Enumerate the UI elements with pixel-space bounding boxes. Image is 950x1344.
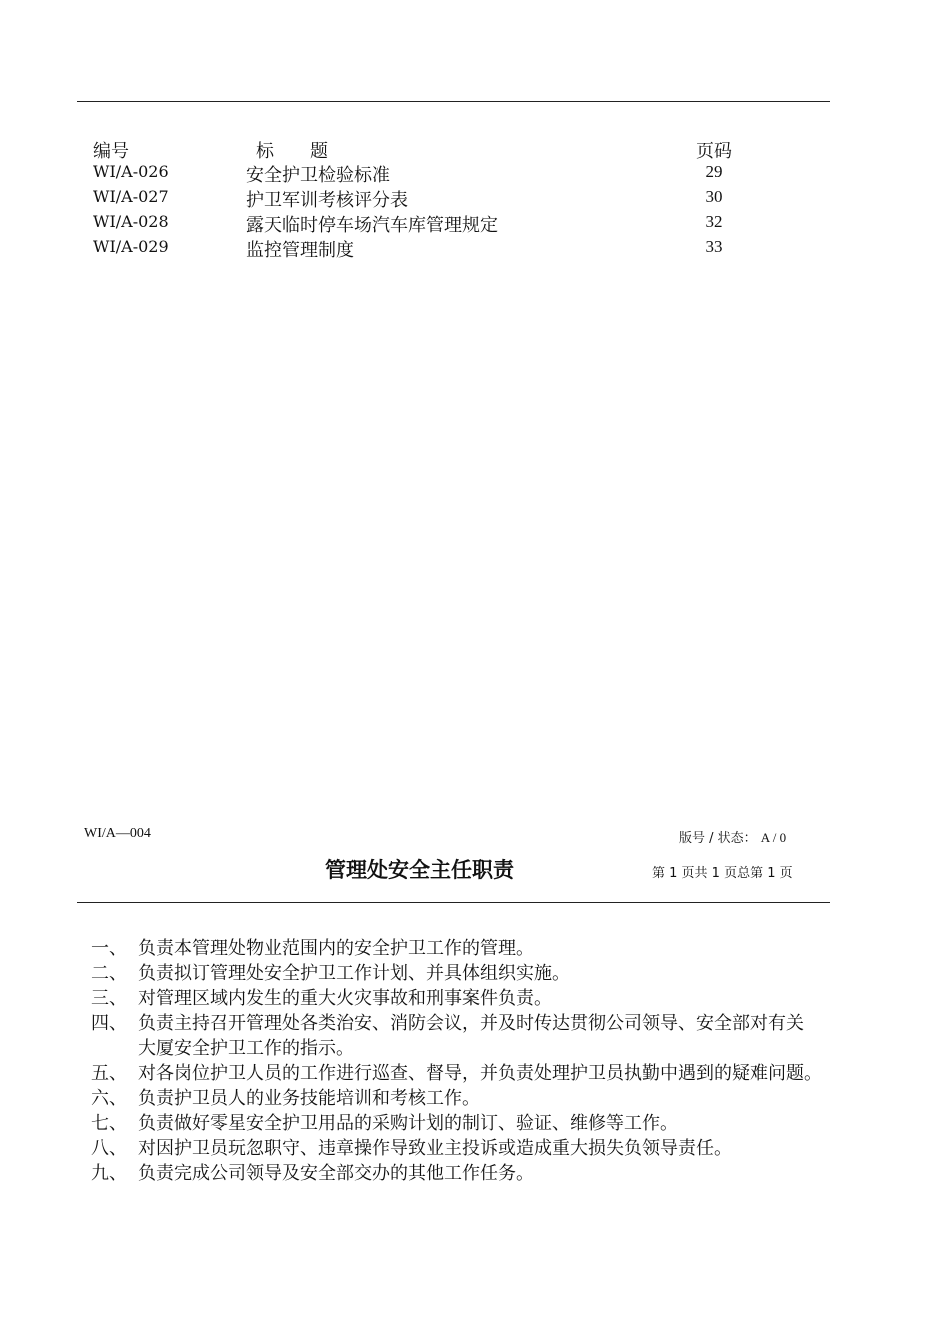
duty-number: 二、 xyxy=(91,963,127,984)
version-label: 版号 / 状态： xyxy=(679,831,757,846)
version-status xyxy=(679,827,786,846)
duty-item xyxy=(0,1161,950,1186)
duty-number: 六、 xyxy=(91,1088,127,1109)
toc-header-code: 编号 xyxy=(93,141,129,162)
page-info: 第 1 页共 1 页总第 1 页 xyxy=(652,866,793,881)
toc-row-title: 露天临时停车场汽车库管理规定 xyxy=(246,215,498,236)
toc-row xyxy=(0,186,950,210)
toc-row-title: 安全护卫检验标准 xyxy=(246,165,390,186)
document-code: WI/A—004 xyxy=(84,826,151,841)
toc-row xyxy=(0,161,950,185)
duty-item xyxy=(0,1011,950,1061)
header-divider xyxy=(77,902,830,903)
duty-item xyxy=(0,936,950,961)
toc-header xyxy=(0,137,950,161)
toc-row-page: 29 xyxy=(705,162,723,181)
duty-text: 对因护卫员玩忽职守、违章操作导致业主投诉或造成重大损失负领导责任。 xyxy=(138,1138,732,1159)
duty-text: 负责做好零星安全护卫用品的采购计划的制订、验证、维修等工作。 xyxy=(138,1113,678,1134)
toc-row-code: WI/A-026 xyxy=(93,162,169,181)
duty-number: 九、 xyxy=(91,1163,127,1184)
duty-text: 负责护卫员人的业务技能培训和考核工作。 xyxy=(138,1088,480,1109)
duty-number: 三、 xyxy=(91,988,127,1009)
duty-item xyxy=(0,1061,950,1086)
duty-number: 七、 xyxy=(91,1113,127,1134)
toc-row-code: WI/A-027 xyxy=(93,187,169,206)
duty-text-continued: 大厦安全护卫工作的指示。 xyxy=(138,1038,354,1059)
toc-row-page: 33 xyxy=(705,237,723,256)
duty-text: 负责完成公司领导及安全部交办的其他工作任务。 xyxy=(138,1163,534,1184)
duty-number: 一、 xyxy=(91,938,127,959)
duty-text: 负责主持召开管理处各类治安、消防会议，并及时传达贯彻公司领导、安全部对有关 xyxy=(138,1013,804,1034)
duty-number: 四、 xyxy=(91,1013,127,1034)
duty-text: 对各岗位护卫人员的工作进行巡查、督导，并负责处理护卫员执勤中遇到的疑难问题。 xyxy=(138,1063,822,1084)
toc-row-title: 监控管理制度 xyxy=(246,240,354,261)
toc-row-page: 30 xyxy=(705,187,723,206)
duty-item xyxy=(0,1136,950,1161)
version-value: A / 0 xyxy=(760,830,787,845)
toc-row-page: 32 xyxy=(705,212,723,231)
duty-item xyxy=(0,1086,950,1111)
toc-row-code: WI/A-028 xyxy=(93,212,169,231)
toc-header-page: 页码 xyxy=(696,141,732,162)
duty-item xyxy=(0,1111,950,1136)
duty-text: 对管理区域内发生的重大火灾事故和刑事案件负责。 xyxy=(138,988,552,1009)
toc-row-code: WI/A-029 xyxy=(93,237,169,256)
duty-text: 负责拟订管理处安全护卫工作计划、并具体组织实施。 xyxy=(138,963,570,984)
toc-header-title: 标 题 xyxy=(256,141,328,162)
toc-row xyxy=(0,236,950,260)
toc-row xyxy=(0,211,950,235)
document-title: 管理处安全主任职责 xyxy=(325,858,514,882)
duty-text: 负责本管理处物业范围内的安全护卫工作的管理。 xyxy=(138,938,534,959)
duty-item xyxy=(0,961,950,986)
duty-number: 五、 xyxy=(91,1063,127,1084)
toc-row-title: 护卫军训考核评分表 xyxy=(246,190,408,211)
duty-number: 八、 xyxy=(91,1138,127,1159)
top-divider xyxy=(77,101,830,102)
duty-item xyxy=(0,986,950,1011)
